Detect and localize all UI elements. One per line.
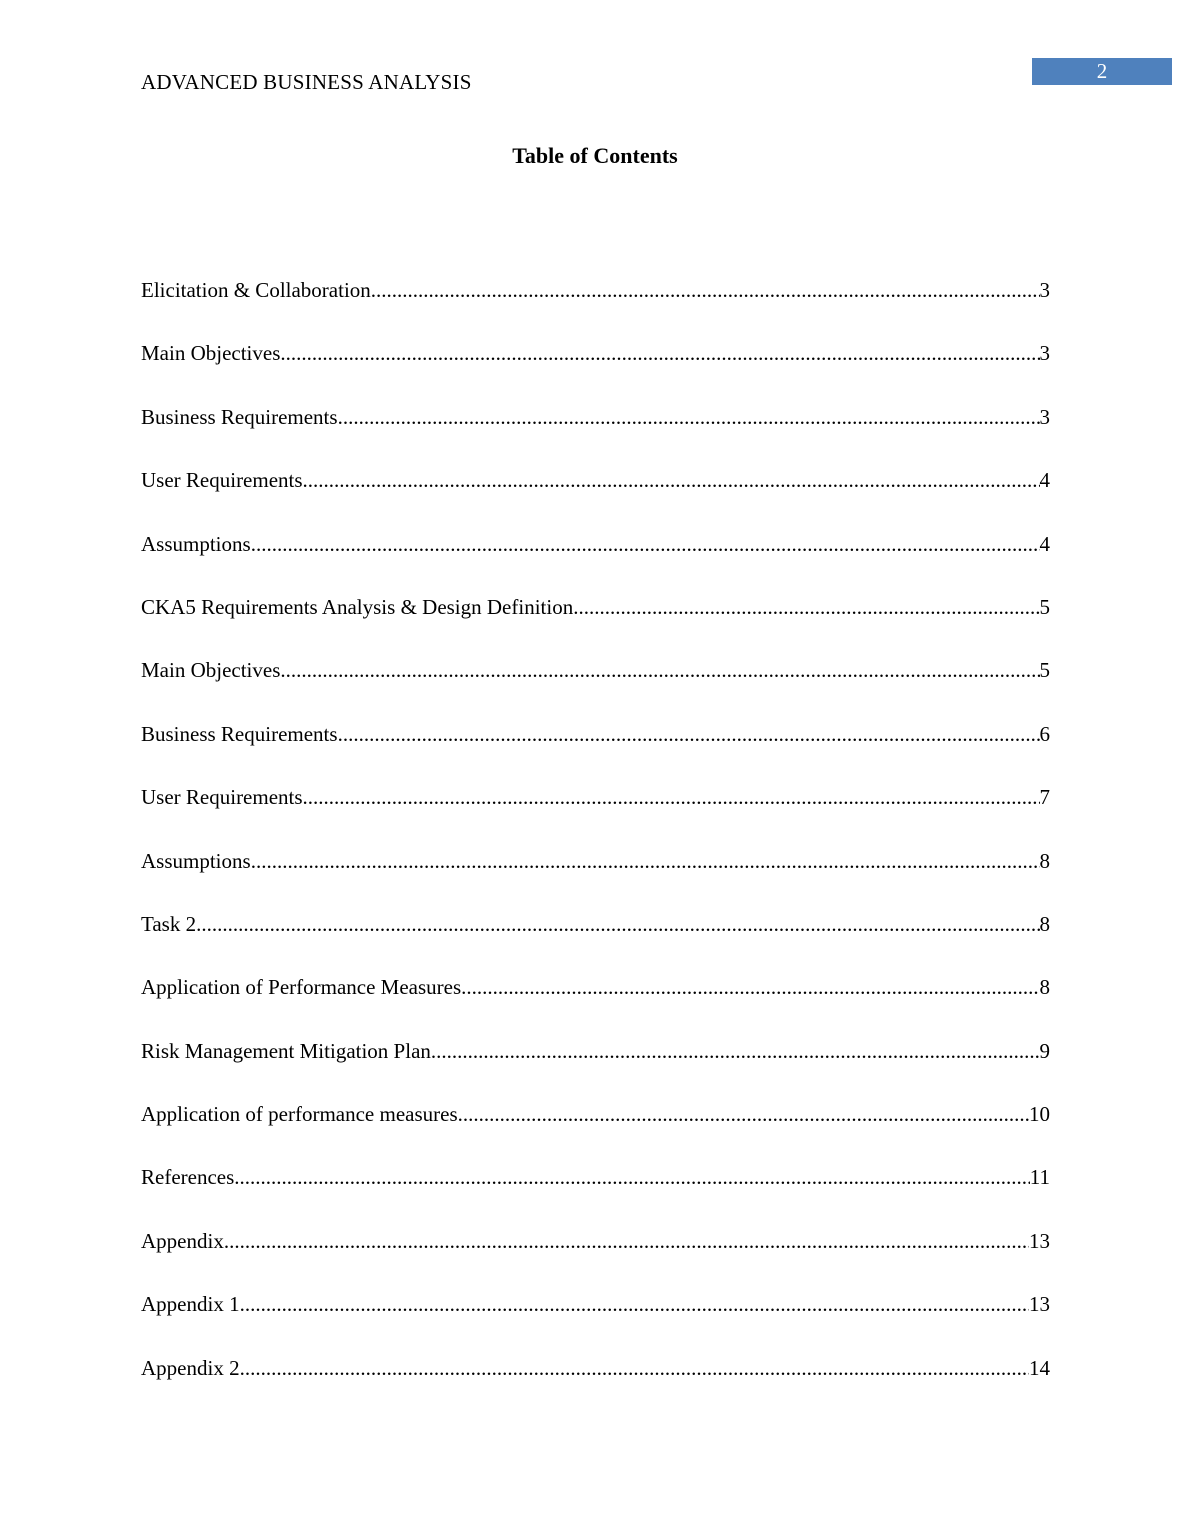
toc-entry[interactable] [141,849,1050,912]
toc-entry-page: 10 [1029,1102,1050,1127]
toc-entry-label: User Requirements [141,468,303,493]
toc-entry-label: Appendix 1 [141,1292,240,1317]
toc-dot-leader [240,1356,1029,1381]
toc-entry-label: Main Objectives [141,341,281,366]
toc-dot-leader [280,341,1039,366]
toc-entry-label: References [141,1165,235,1190]
toc-entry[interactable] [141,468,1050,531]
toc-entry-label: Appendix 2 [141,1355,240,1380]
toc-dot-leader [371,278,1040,303]
toc-entry-page: 8 [1039,848,1050,873]
toc-entry[interactable] [141,278,1050,341]
toc-dot-leader [251,849,1040,874]
toc-entry[interactable] [141,1039,1050,1102]
toc-dot-leader [303,785,1040,810]
toc-entry[interactable] [141,1292,1050,1355]
toc-dot-leader [280,658,1039,683]
toc-entry-page: 3 [1039,278,1050,302]
toc-title: Table of Contents [512,143,678,168]
toc-entry-page: 5 [1039,594,1050,619]
toc-entry-page: 13 [1029,1292,1050,1317]
toc-entry-label: Application of Performance Measures [141,975,462,1000]
toc-entry[interactable] [141,1102,1050,1165]
toc-dot-leader [240,1292,1029,1317]
toc-entry-label: Business Requirements [141,721,338,746]
toc-dot-leader [224,1229,1029,1254]
toc-entry-label: Main Objectives [141,658,281,683]
toc-entry-page: 6 [1039,721,1050,746]
toc-entry[interactable] [141,722,1050,785]
toc-entry[interactable] [141,785,1050,848]
toc-entry-page: 8 [1039,975,1050,1000]
toc-entry-page: 11 [1029,1165,1050,1190]
toc-dot-leader [338,722,1040,747]
toc-entry[interactable] [141,341,1050,404]
toc-entry[interactable] [141,912,1050,975]
toc-dot-leader [338,405,1040,430]
toc-entry-page: 8 [1039,911,1050,936]
toc-entry[interactable] [141,1356,1050,1419]
toc-entry[interactable] [141,405,1050,468]
toc-list [141,278,1050,1419]
toc-entry-label: Application of performance measures [141,1102,458,1127]
toc-dot-leader [234,1165,1029,1190]
toc-entry-page: 13 [1029,1228,1050,1253]
toc-entry-label: Business Requirements [141,404,338,429]
toc-entry-page: 4 [1039,468,1050,493]
toc-entry-label: CKA5 Requirements Analysis & Design Definition [141,594,574,619]
toc-dot-leader [573,595,1039,620]
toc-dot-leader [251,532,1040,557]
toc-entry[interactable] [141,1165,1050,1228]
toc-dot-leader [431,1039,1040,1064]
toc-dot-leader [303,468,1040,493]
toc-entry-label: Assumptions [141,848,251,873]
toc-entry-page: 7 [1039,785,1050,810]
toc-entry[interactable] [141,595,1050,658]
toc-dot-leader [458,1102,1029,1127]
toc-dot-leader [196,912,1039,937]
toc-entry-label: Task 2 [141,911,197,936]
toc-entry-page: 5 [1039,658,1050,683]
toc-entry-page: 3 [1039,341,1050,366]
toc-entry-label: Elicitation & Collaboration [141,278,371,302]
page-number-badge: 2 [1032,58,1172,85]
toc-entry-label: Risk Management Mitigation Plan [141,1038,431,1063]
toc-entry[interactable] [141,532,1050,595]
toc-entry-page: 14 [1029,1355,1050,1380]
toc-entry-page: 9 [1039,1038,1050,1063]
toc-entry-page: 3 [1039,404,1050,429]
toc-entry[interactable] [141,975,1050,1038]
running-header-title: ADVANCED BUSINESS ANALYSIS [141,70,472,94]
toc-entry-label: User Requirements [141,785,303,810]
toc-entry-label: Appendix [141,1228,224,1253]
toc-entry[interactable] [141,658,1050,721]
toc-entry-page: 4 [1039,531,1050,556]
toc-dot-leader [461,975,1039,1000]
toc-entry[interactable] [141,1229,1050,1292]
toc-entry-label: Assumptions [141,531,251,556]
